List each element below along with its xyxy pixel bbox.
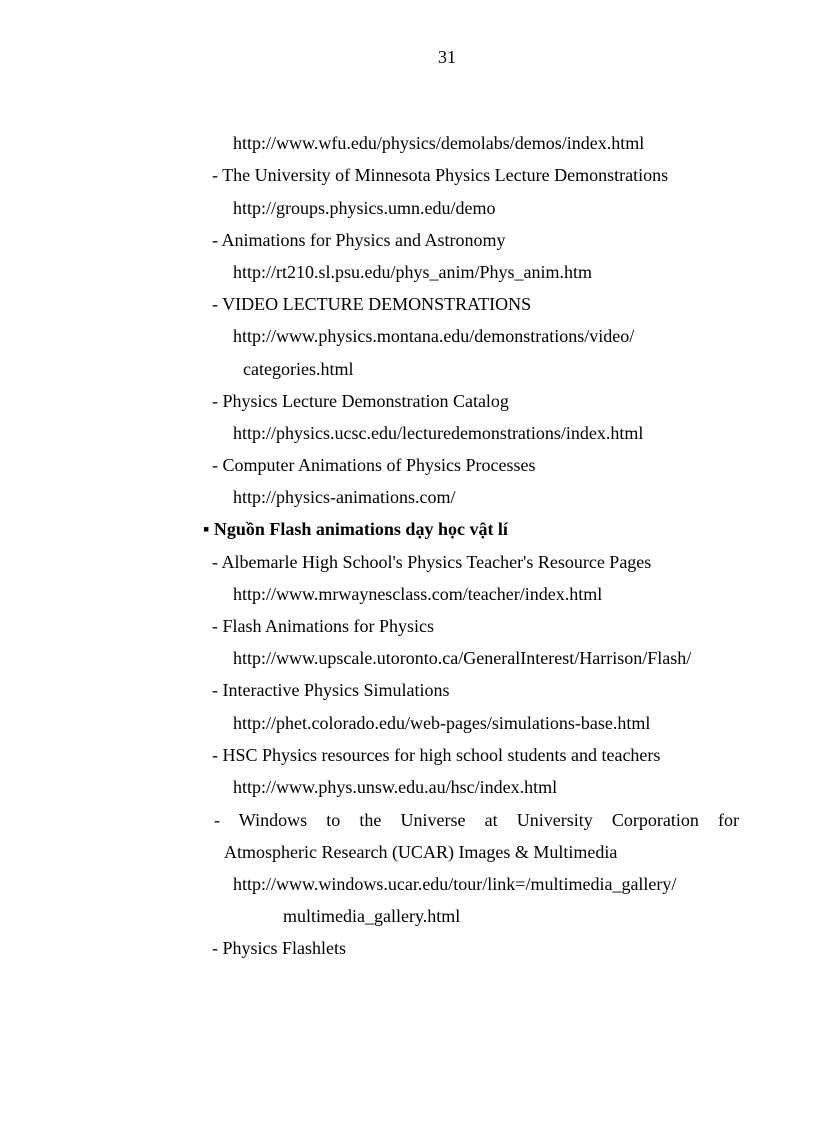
url-link[interactable]: http://www.physics.montana.edu/demonstrations/video/ — [233, 326, 635, 346]
url-link-continuation[interactable]: categories.html — [243, 359, 354, 379]
page-number: 31 — [438, 47, 456, 67]
url-link[interactable]: http://www.mrwaynesclass.com/teacher/index.html — [233, 584, 603, 604]
url-link[interactable]: http://physics.ucsc.edu/lecturedemonstrations/index.html — [233, 423, 644, 443]
resource-title: - HSC Physics resources for high school students and teachers — [212, 745, 661, 765]
url-link-continuation[interactable]: multimedia_gallery.html — [283, 906, 461, 926]
resource-title: - Albemarle High School's Physics Teacher's Resource Pages — [212, 552, 652, 572]
resource-title: - Physics Lecture Demonstration Catalog — [212, 391, 509, 411]
url-link[interactable]: http://phet.colorado.edu/web-pages/simulations-base.html — [233, 713, 651, 733]
resource-title: - VIDEO LECTURE DEMONSTRATIONS — [212, 294, 532, 314]
resource-title: - Computer Animations of Physics Processes — [212, 455, 536, 475]
url-link[interactable]: http://www.windows.ucar.edu/tour/link=/multimedia_gallery/ — [233, 874, 677, 894]
resource-title: - The University of Minnesota Physics Lecture Demonstrations — [212, 165, 669, 185]
resource-title: - Flash Animations for Physics — [212, 616, 435, 636]
section-heading: ▪ Nguồn Flash animations dạy học vật lí — [203, 519, 508, 539]
url-link[interactable]: http://groups.physics.umn.edu/demo — [233, 198, 496, 218]
resource-title: - Windows to the Universe at University Corporation for — [214, 810, 739, 830]
resource-title: - Physics Flashlets — [212, 938, 347, 958]
url-link[interactable]: http://www.upscale.utoronto.ca/GeneralInterest/Harrison/Flash/ — [233, 648, 692, 668]
url-link[interactable]: http://physics-animations.com/ — [233, 487, 456, 507]
resource-title: - Animations for Physics and Astronomy — [212, 230, 506, 250]
url-link[interactable]: http://www.wfu.edu/physics/demolabs/demos/index.html — [233, 133, 645, 153]
url-link[interactable]: http://rt210.sl.psu.edu/phys_anim/Phys_anim.htm — [233, 262, 593, 282]
url-link[interactable]: http://www.phys.unsw.edu.au/hsc/index.html — [233, 777, 558, 797]
resource-title: - Interactive Physics Simulations — [212, 680, 450, 700]
resource-title-continuation: Atmospheric Research (UCAR) Images & Multimedia — [224, 842, 618, 862]
